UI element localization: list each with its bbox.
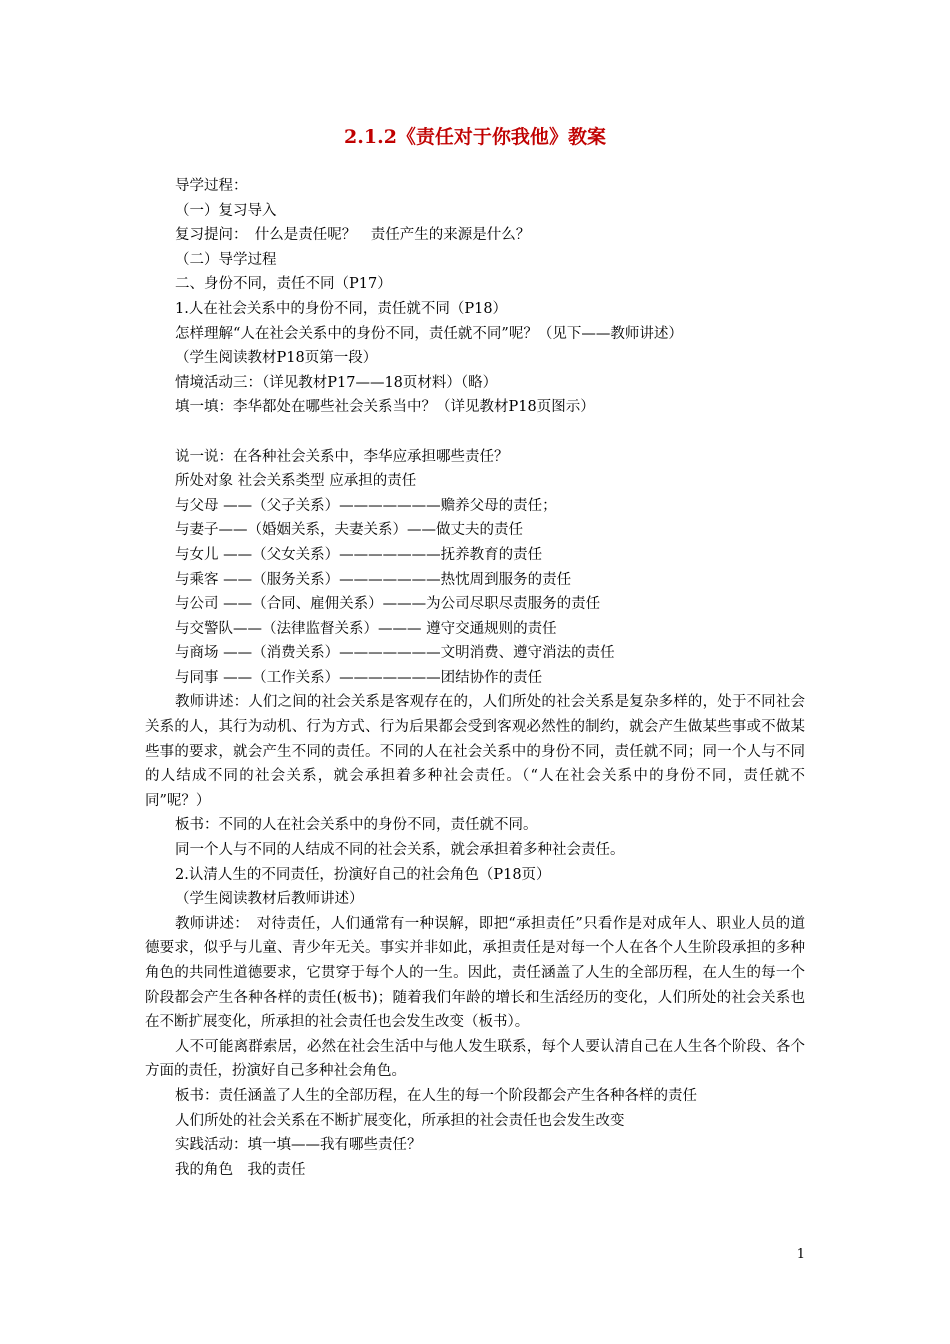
relation-line: 与公司 ——（合同、雇佣关系）———为公司尽职尽责服务的责任 [175,596,601,613]
text-line: 情境活动三：（详见教材P17——18页材料）（略） [175,374,498,391]
text-line: 同一个人与不同的人结成不同的社会关系，就会承担着多种社会责任。 [175,842,625,859]
text-line: 填一填：李华都处在哪些社会关系当中？（详见教材P18页图示） [175,399,595,416]
relation-line: 与女儿 ——（父女关系）———————抚养教育的责任 [175,546,543,563]
text-line: （学生阅读教材P18页第一段） [175,350,378,367]
text-line: 1.人在社会关系中的身份不同，责任就不同（P18） [175,300,508,317]
text-line: 我的角色 我的责任 [175,1161,306,1178]
blank-line [145,420,805,445]
document-body [145,174,805,1182]
text-line: （学生阅读教材后教师讲述） [175,891,364,908]
text-line: 实践活动：填一填——我有哪些责任？ [175,1137,422,1154]
text-line: （一）复习导入 [175,202,277,219]
relation-line: 与妻子——（婚姻关系，夫妻关系）——做丈夫的责任 [175,522,523,539]
paragraph-teacher-explanation-2: 教师讲述： 对待责任，人们通常有一种误解，即把“承担责任”只看作是对成年人、职业人员的道德要求，似乎与儿童、青少年无关。事实并非如此，承担责任是对每一个人在各个人生阶段承担的多种角色的共同性道德要求，它贯穿于每个人的一生。因此，责任涵盖了人生的全部历程，在人生的每一个阶段都会产生各种各样的责任(板书)；随着我们年龄的增长和生活经历的变化，人们所处的社会关系也在不断扩展变化，所承担的社会责任也会发生改变（板书）。 [145,915,805,1031]
relation-line: 与乘客 ——（服务关系）———————热忱周到服务的责任 [175,571,572,588]
relation-line: 与父母 ——（父子关系）———————赡养父母的责任； [175,497,557,514]
text-line: 导学过程： [175,178,248,194]
text-line: 二、身份不同，责任不同（P17） [175,276,392,293]
text-line: 复习提问： 什么是责任呢？ 责任产生的来源是什么？ [175,227,531,244]
paragraph-teacher-explanation-1: 教师讲述：人们之间的社会关系是客观存在的，人们所处的社会关系是复杂多样的，处于不同社会关系的人，其行为动机、行为方式、行为后果都会受到客观必然性的制约，就会产生做某些事或不做某些事的要求，就会产生不同的责任。不同的人在社会关系中的身份不同，责任就不同；同一个人与不同的人结成不同的社会关系，就会承担着多种社会责任。（“人在社会关系中的身份不同，责任就不同”呢？） [145,694,805,809]
paragraph-social-roles: 人不可能离群索居，必然在社会生活中与他人发生联系，每个人要认清自己在人生各个阶段、各个方面的责任，扮演好自己多种社会角色。 [145,1038,805,1080]
text-line: 2.认清人生的不同责任，扮演好自己的社会角色（P18页） [175,866,551,883]
document-title: 2.1.2《责任对于你我他》教案 [344,126,606,148]
relation-line: 与同事 ——（工作关系）———————团结协作的责任 [175,669,543,686]
text-line: 所处对象 社会关系类型 应承担的责任 [175,473,417,490]
text-line: 说一说：在各种社会关系中，李华应承担哪些责任？ [175,448,509,465]
page-number: 1 [796,1247,805,1262]
text-line: （二）导学过程 [175,251,277,268]
relation-line: 与交警队——（法律监督关系）——— 遵守交通规则的责任 [175,620,557,637]
relation-line: 与商场 ——（消费关系）———————文明消费、遵守消法的责任 [175,645,615,662]
text-line: 板书：责任涵盖了人生的全部历程，在人生的每一个阶段都会产生各种各样的责任 [175,1087,697,1104]
text-line: 人们所处的社会关系在不断扩展变化，所承担的社会责任也会发生改变 [175,1112,625,1129]
text-line: 怎样理解“人在社会关系中的身份不同，责任就不同”呢？（见下——教师讲述） [175,325,683,342]
text-line: 板书：不同的人在社会关系中的身份不同，责任就不同。 [175,817,538,834]
